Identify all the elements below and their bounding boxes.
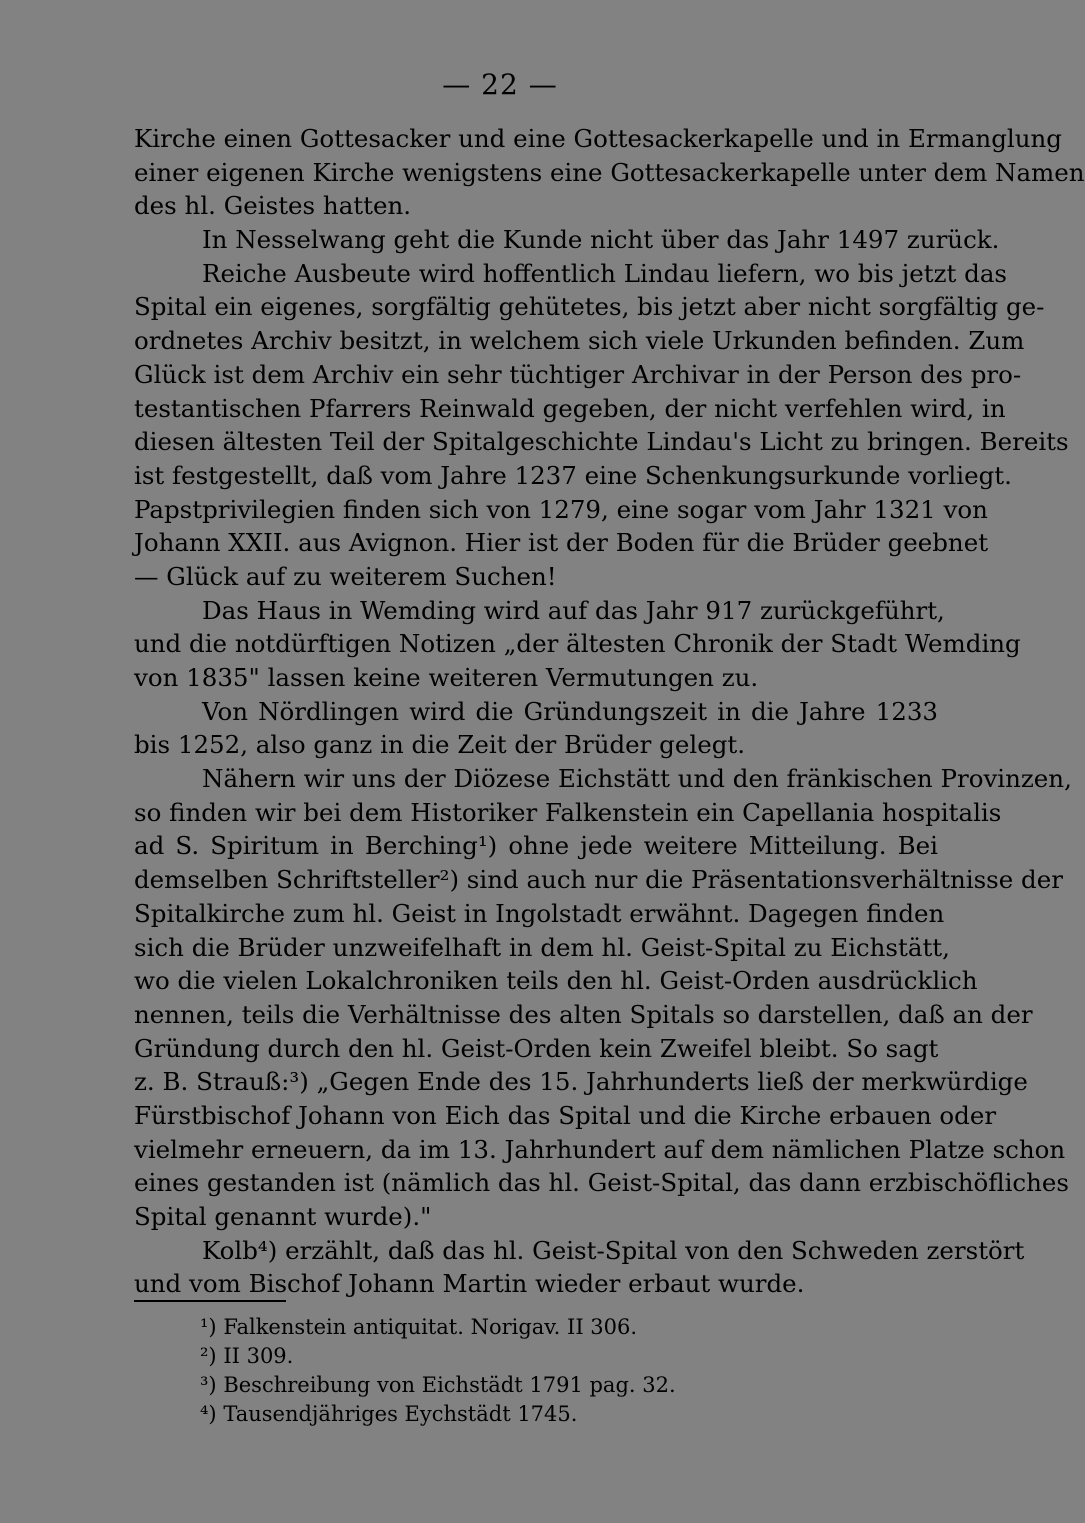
text-line: demselben Schriftsteller²) sind auch nur die Präsentationsverhältnisse der — [134, 865, 1063, 895]
body-text — [134, 122, 1085, 1301]
text-line: Das Haus in Wemding wird auf das Jahr 917 zurückgeführt, — [202, 595, 945, 625]
footnote-text: Tausendjähriges Eychstädt 1745. — [223, 1402, 578, 1426]
text-line: vielmehr erneuern, da im 13. Jahrhundert auf dem nämlichen Platze schon — [134, 1134, 1066, 1164]
text-line: von 1835" lassen keine weiteren Vermutungen zu. — [134, 663, 759, 692]
text-line: ad S. Spiritum in Berching¹) ohne jede weitere Mitteilung. Bei — [134, 831, 938, 861]
text-line: Spital genannt wurde)." — [134, 1202, 432, 1231]
text-line: Kolb⁴) erzählt, daß das hl. Geist-Spital von den Schweden zerstört — [202, 1235, 1025, 1265]
footnote-mark: ³) — [200, 1373, 217, 1397]
text-line: Reiche Ausbeute wird hoffentlich Lindau liefern, wo bis jetzt das — [202, 258, 1007, 288]
text-line: diesen ältesten Teil der Spitalgeschichte Lindau's Licht zu bringen. Bereits — [134, 427, 1069, 457]
text-line: Spitalkirche zum hl. Geist in Ingolstadt erwähnt. Dagegen finden — [134, 898, 945, 928]
text-line: wo die vielen Lokalchroniken teils den hl. Geist-Orden ausdrücklich — [134, 966, 978, 996]
text-line: Kirche einen Gottesacker und eine Gottesackerkapelle und in Ermanglung — [134, 124, 1062, 153]
text-line: Glück ist dem Archiv ein sehr tüchtiger Archivar in der Person des pro- — [134, 359, 1022, 389]
text-line: testantischen Pfarrers Reinwald gegeben, der nicht verfehlen wird, in — [134, 393, 1006, 423]
text-line: Von Nördlingen wird die Gründungszeit in die Jahre 1233 — [202, 696, 938, 726]
footnote — [200, 1400, 800, 1429]
footnote-divider — [134, 1300, 286, 1302]
footnote — [200, 1313, 800, 1342]
text-line: des hl. Geistes hatten. — [134, 191, 412, 221]
text-line: Spital ein eigenes, sorgfältig gehütetes, bis jetzt aber nicht sorgfältig ge- — [134, 292, 1045, 322]
page-number: — 22 — — [442, 68, 558, 101]
text-line: — Glück auf zu weiterem Suchen! — [134, 561, 557, 591]
text-line: z. B. Strauß:³) „Gegen Ende des 15. Jahrhunderts ließ der merkwürdige — [134, 1067, 1028, 1097]
footnote-mark: ⁴) — [200, 1402, 217, 1426]
text-line: Johann XXII. aus Avignon. Hier ist der Boden für die Brüder geebnet — [134, 528, 989, 558]
footnote-mark: ²) — [200, 1344, 217, 1368]
text-line: Fürstbischof Johann von Eich das Spital und die Kirche erbauen oder — [134, 1100, 997, 1130]
text-line: und die notdürftigen Notizen „der ältesten Chronik der Stadt Wemding — [134, 629, 1021, 659]
text-line: nennen, teils die Verhältnisse des alten Spitals so darstellen, daß an der — [134, 999, 1033, 1029]
footnote-text: Falkenstein antiquitat. Norigav. II 306. — [223, 1315, 638, 1339]
text-line: so finden wir bei dem Historiker Falkenstein ein Capellania hospitalis — [134, 797, 1002, 827]
footnotes — [200, 1313, 800, 1429]
text-line: Nähern wir uns der Diözese Eichstätt und den fränkischen Provinzen, — [202, 764, 1072, 794]
text-line: Gründung durch den hl. Geist-Orden kein Zweifel bleibt. So sagt — [134, 1033, 939, 1063]
text-line: In Nesselwang geht die Kunde nicht über das Jahr 1497 zurück. — [202, 225, 1000, 255]
footnote — [200, 1371, 800, 1400]
text-line: ordnetes Archiv besitzt, in welchem sich viele Urkunden befinden. Zum — [134, 326, 1025, 356]
footnote-text: Beschreibung von Eichstädt 1791 pag. 32. — [223, 1373, 676, 1397]
text-line: ist festgestellt, daß vom Jahre 1237 eine Schenkungsurkunde vorliegt. — [134, 460, 1012, 490]
text-line: bis 1252, also ganz in die Zeit der Brüder gelegt. — [134, 730, 746, 760]
text-line: eines gestanden ist (nämlich das hl. Geist-Spital, das dann erzbischöfliches — [134, 1168, 1069, 1198]
footnote-mark: ¹) — [200, 1315, 217, 1339]
text-line: und vom Bischof Johann Martin wieder erbaut wurde. — [134, 1269, 805, 1299]
footnote — [200, 1342, 800, 1371]
text-line: einer eigenen Kirche wenigstens eine Gottesackerkapelle unter dem Namen — [134, 157, 1085, 187]
text-line: Papstprivilegien finden sich von 1279, eine sogar vom Jahr 1321 von — [134, 494, 988, 524]
text-line: sich die Brüder unzweifelhaft in dem hl. Geist-Spital zu Eichstätt, — [134, 932, 950, 962]
footnote-text: II 309. — [223, 1344, 294, 1368]
